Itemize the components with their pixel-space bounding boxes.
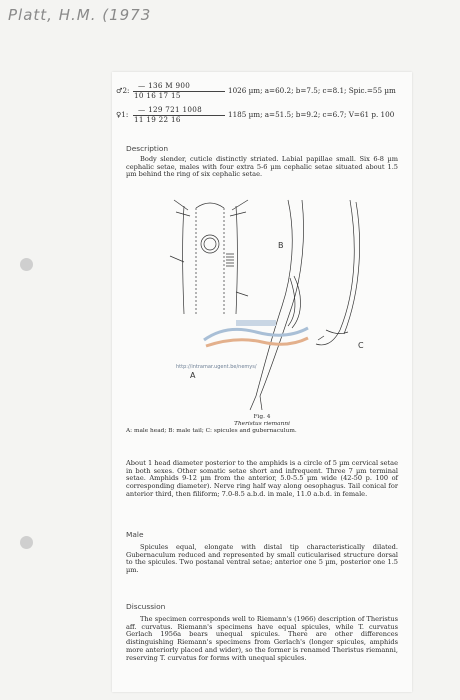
punch-hole-top xyxy=(20,258,33,271)
punch-hole-bottom xyxy=(20,536,33,549)
watermark-logo xyxy=(196,314,316,354)
male-heading: Male xyxy=(126,530,144,539)
formula-male-values: 1026 µm; a=60.2; b=7.5; c=8.1; Spic.=55 µm xyxy=(228,86,396,95)
figure-label-b: B xyxy=(278,241,284,250)
figure-label-c: C xyxy=(358,341,364,350)
formula-female-denominator: 11 19 22 16 xyxy=(134,115,181,124)
description-paragraph: Body slender, cuticle distinctly striated. Labial papillae small. Six 6-8 µm cephalic setae, males with four extra 5-6 µm cephalic setae situated about 1.5 µm behind the ring of six cephalic setae. xyxy=(126,155,398,179)
formula-male-denominator: 10 16 17 15 xyxy=(134,91,181,100)
formula-female-symbol: ♀1: xyxy=(116,110,129,119)
figure-species: Theristus riemanni xyxy=(234,421,290,427)
formula-female-values: 1185 µm; a=51.5; b=9.2; c=6.7; V=61 p. 100 xyxy=(228,110,395,119)
figure-number: Fig. 4 xyxy=(253,414,271,420)
figure-4-drawing xyxy=(126,196,398,411)
formula-female-numerator: — 129 721 1008 xyxy=(138,105,202,114)
male-paragraph: Spicules equal, elongate with distal tip characteristically dilated. Gubernaculum reduced and represented by small cuticularised structure dorsal to the spicules. Two postanal ventral setae; anterior one 5 µm, posterior one 1.5 µm. xyxy=(126,543,398,575)
figure-caption xyxy=(126,414,398,435)
handwritten-citation: Platt, H.M. (1973 xyxy=(8,6,152,24)
formula-male-symbol: ♂2: xyxy=(116,86,130,95)
discussion-heading: Discussion xyxy=(126,602,166,611)
discussion-paragraph: The specimen corresponds well to Riemann's (1966) description of Theristus aff. curvatus. Riemann's specimens have equal spicules, while T. curvatus Gerlach 1956a bears unequal spicules. There are other differences distinguishing Riemann's specimens from Gerlach's (longer spicules, amphids more anteriorly placed and wider), so the former is renamed Theristus riemanni, reserving T. curvatus for forms with unequal spicules. xyxy=(126,615,398,662)
figure-label-a: A xyxy=(190,371,196,380)
formula-male-numerator: — 136 M 900 xyxy=(138,81,191,90)
document-page xyxy=(112,72,412,692)
watermark-url: http://intramar.ugent.be/nemys/ xyxy=(176,364,257,370)
description-heading: Description xyxy=(126,144,169,153)
description-continued-paragraph: About 1 head diameter posterior to the amphids is a circle of 5 µm cervical setae in both sexes. Other somatic setae short and infrequent. Three 7 µm terminal setae. Amphids 9-12 µm from the anterior, 5.0-5.5 µm wide (42-50 p. 100 of corresponding diameter). Nerve ring half way along oesophagus. Tail conical for anterior third, then filiform; 7.0-8.5 a.b.d. in male, 11.0 a.b.d. in female. xyxy=(126,459,398,498)
figure-legend: A: male head; B: male tail; C: spicules and gubernaculum. xyxy=(126,428,297,434)
